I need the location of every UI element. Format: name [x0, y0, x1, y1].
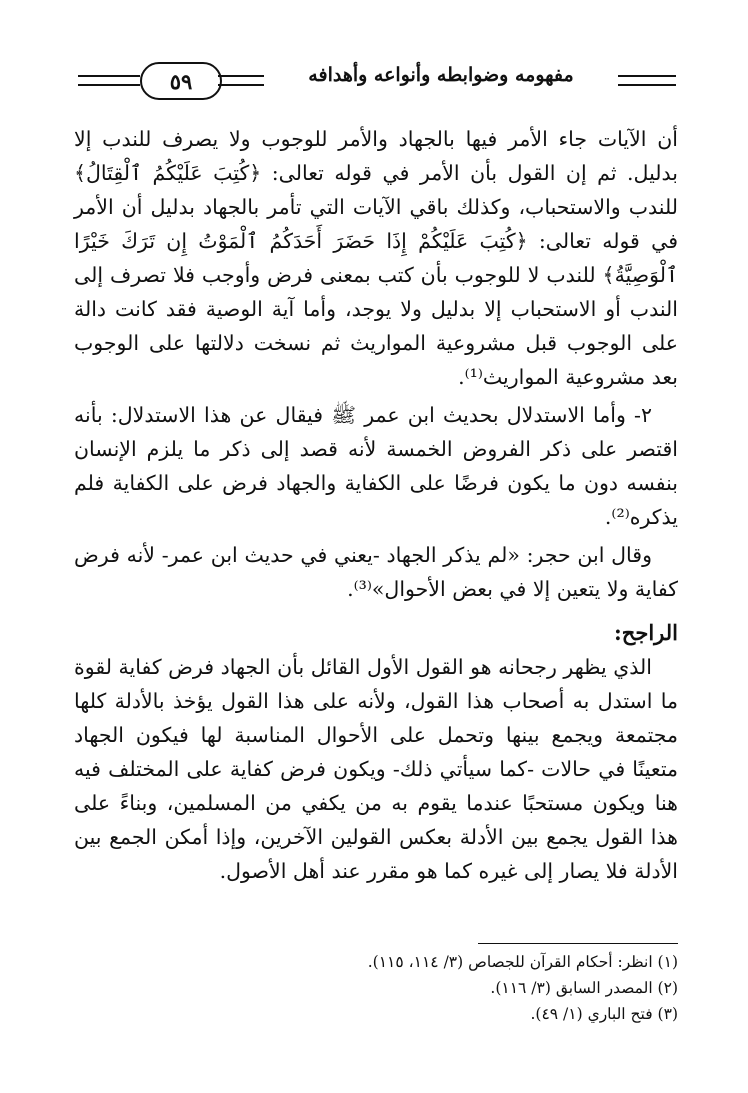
footnotes	[200, 949, 678, 1027]
section-heading: الراجح:	[614, 620, 678, 645]
footnote-1: (١) انظر: أحكام القرآن للجصاص (٣/ ١١٤، ١١٥).	[367, 953, 678, 971]
page-header	[78, 60, 676, 100]
footnote-separator	[478, 943, 678, 944]
paragraph-3: وقال ابن حجر: «لم يذكر الجهاد -يعني في حديث ابن عمر- لأنه فرض كفاية ولا يتعين إلا في بعض الأحوال»⁽³⁾.	[74, 543, 678, 601]
main-text	[74, 122, 678, 888]
paragraph-2: ٢- وأما الاستدلال بحديث ابن عمر ﷺ فيقال عن هذا الاستدلال: بأنه اقتصر على ذكر الفروض الخمسة لأنه قصد إلى ذكر ما يلزم الإنسان بنفسه دون ما يكون فرضًا على الكفاية والجهاد فرض على الكفاية فلم يذكره⁽²⁾.	[74, 403, 678, 529]
header-rule-middle	[218, 75, 264, 86]
header-rule-left	[78, 75, 140, 86]
header-rule-right	[618, 75, 676, 86]
page-number: ٥٩	[140, 62, 222, 100]
footnote-3: (٣) فتح الباري (١/ ٤٩).	[530, 1005, 678, 1023]
paragraph-1: أن الآيات جاء الأمر فيها بالجهاد والأمر للوجوب ولا يصرف للندب إلا بدليل. ثم إن القول بأن الأمر في قوله تعالى: ﴿كُتِبَ عَلَيْكُمُ ٱلْقِتَالُ﴾ للندب والاستحباب، وكذلك باقي الآيات التي تأمر بالجهاد بدليل أن الأمر في قوله تعالى: ﴿كُتِبَ عَلَيْكُمْ إِذَا حَضَرَ أَحَدَكُمُ ٱلْمَوْتُ إِن تَرَكَ خَيْرًا ٱلْوَصِيَّةُ﴾ للندب لا للوجوب بأن كتب بمعنى فرض وأوجب فلا تصرف إلى الندب أو الاستحباب إلا بدليل ولا يوجد، وأما آية الوصية فقد كانت دالة على الوجوب قبل مشروعية المواريث ثم نسخت دلالتها على الوجوب بعد مشروعية المواريث⁽¹⁾.	[74, 127, 678, 389]
running-title: مفهومه وضوابطه وأنواعه وأهدافه	[308, 64, 574, 86]
footnote-2: (٢) المصدر السابق (٣/ ١١٦).	[490, 979, 678, 997]
paragraph-4: الذي يظهر رجحانه هو القول الأول القائل بأن الجهاد فرض كفاية لقوة ما استدل به أصحاب هذا القول، ولأنه على هذا القول يؤخذ بالأدلة كلها مجتمعة ويجمع بينها وتحمل على الأحوال المناسبة لها فيكون الجهاد متعينًا في حالات -كما سيأتي ذلك- ويكون فرض كفاية على المختلف فيه هنا ويكون مستحبًا عندما يقوم به من يكفي من المسلمين، وبناءً على هذا القول يجمع بين الأدلة بعكس القولين الآخرين، وإذا أمكن الجمع بين الأدلة فلا يصار إلى غيره كما هو مقرر عند أهل الأصول.	[74, 655, 678, 883]
